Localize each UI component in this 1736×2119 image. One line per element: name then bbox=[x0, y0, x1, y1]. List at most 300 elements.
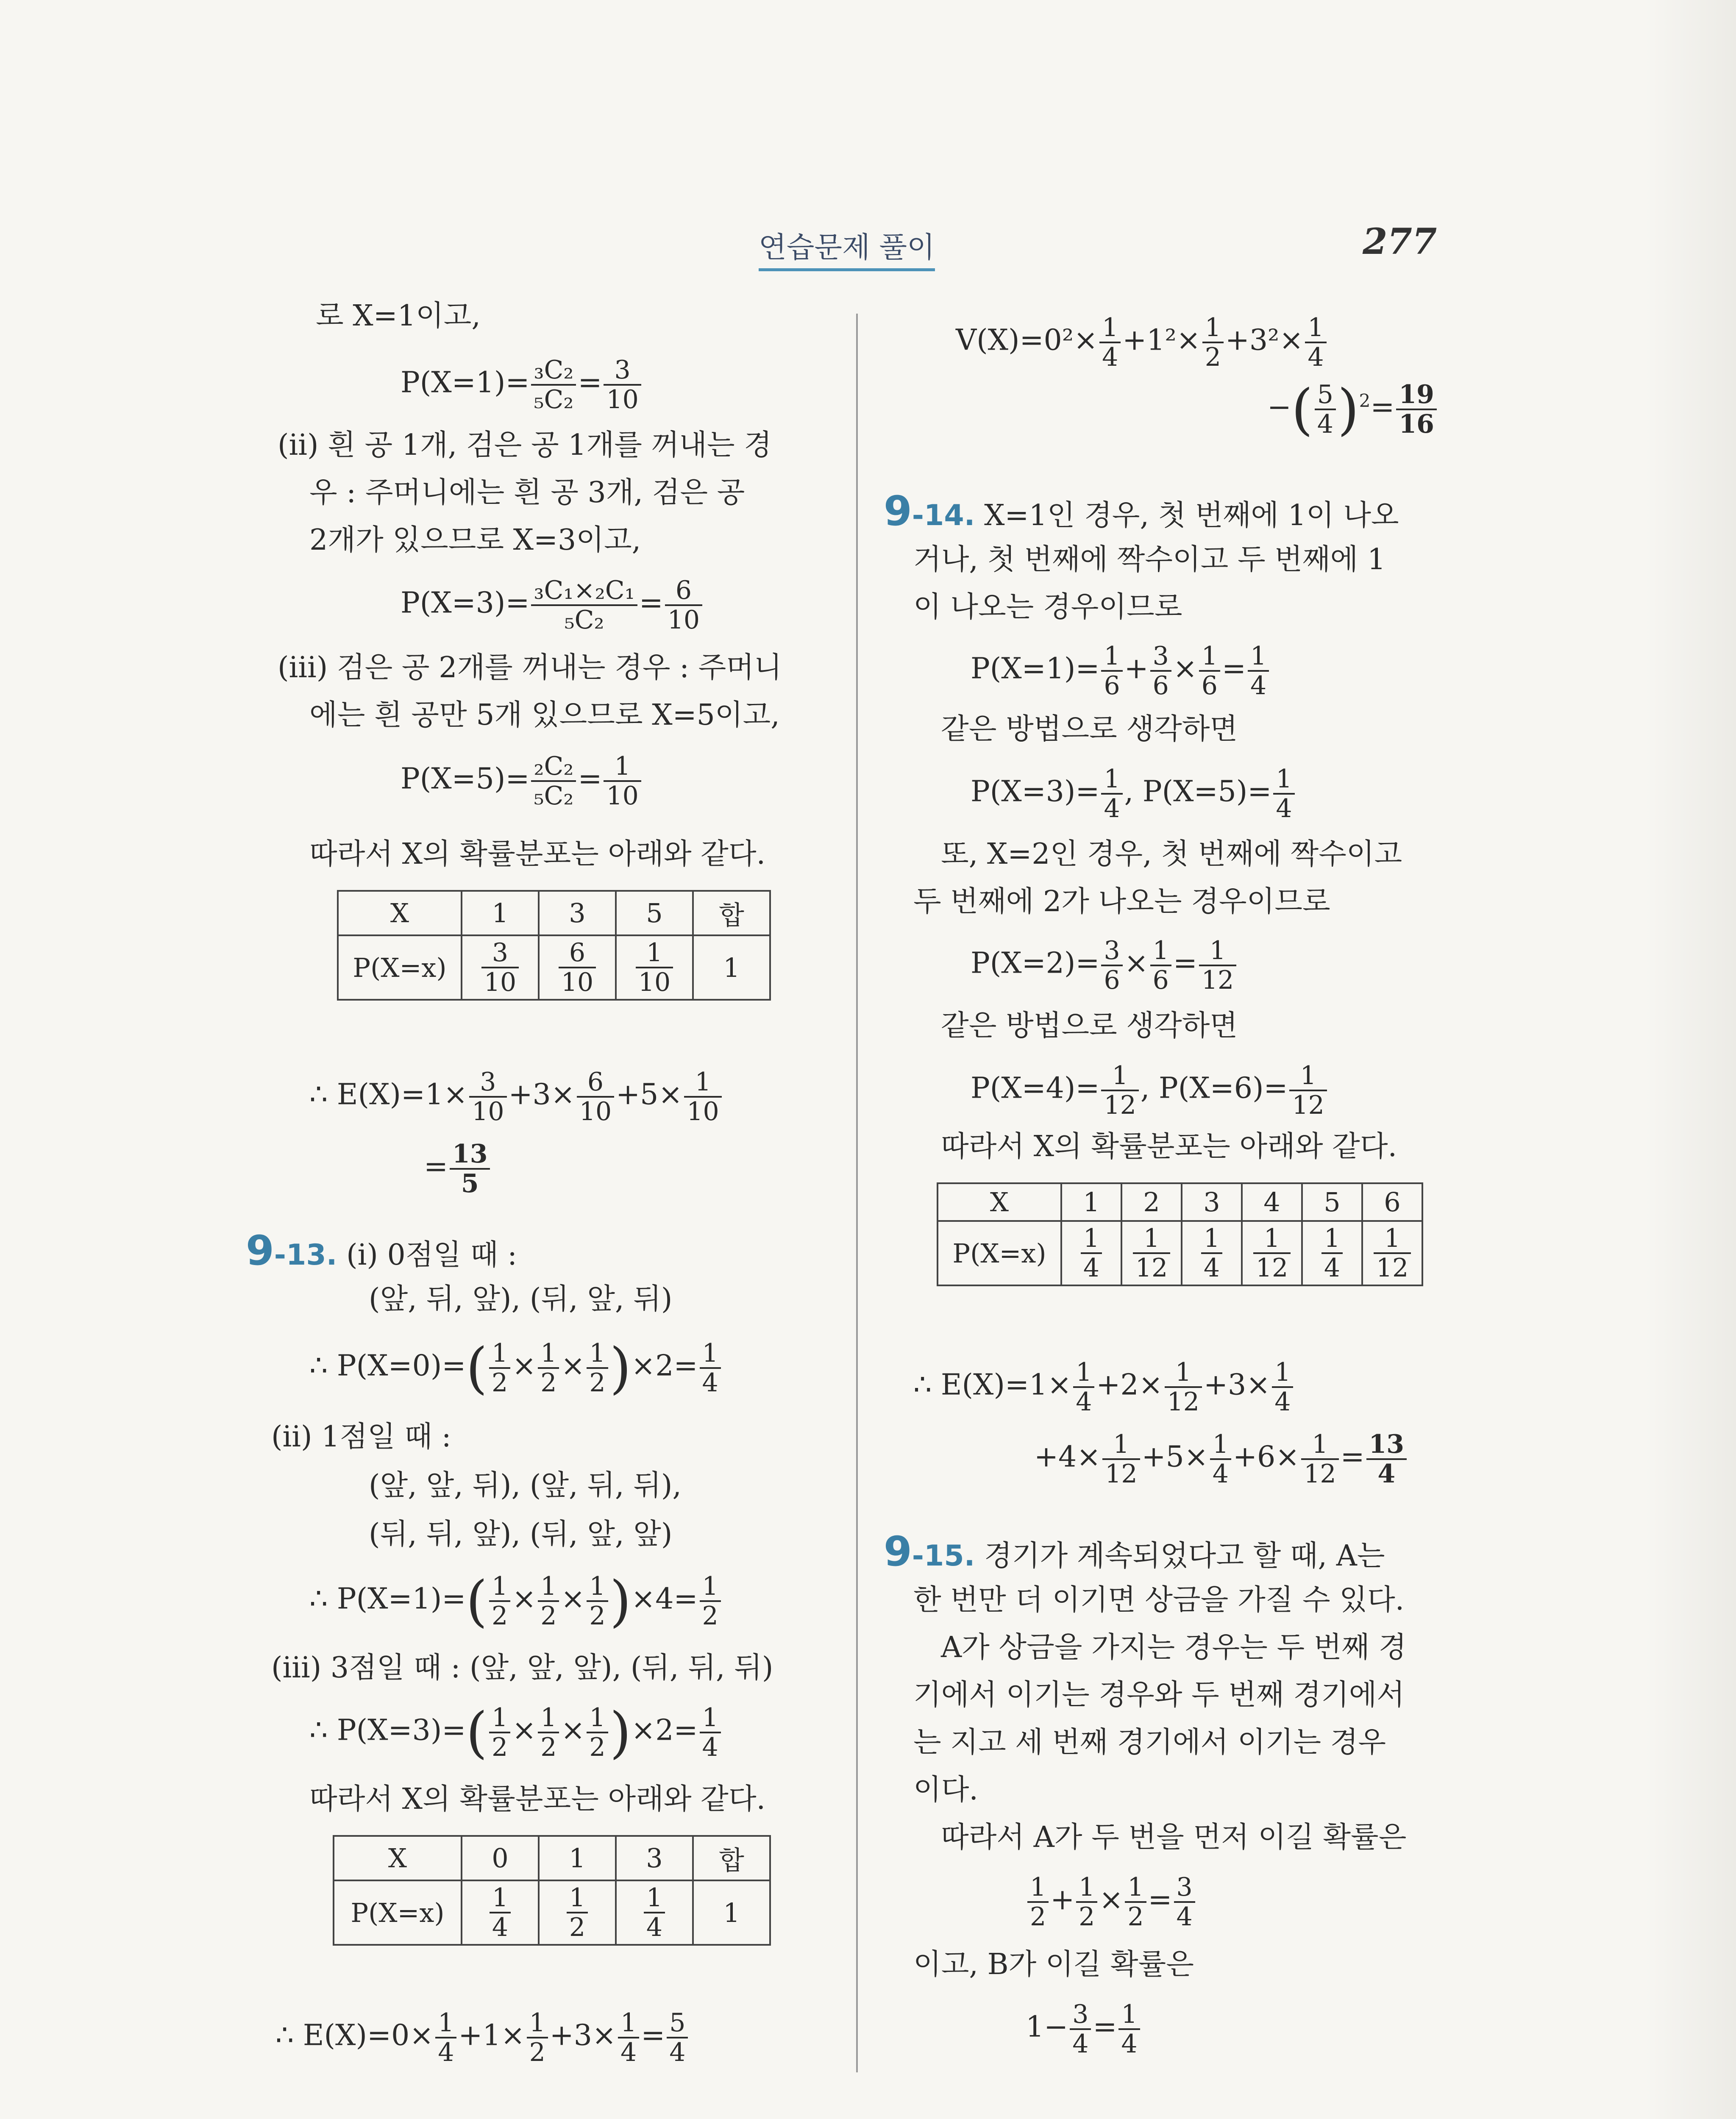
problem-number: -13. bbox=[274, 1238, 337, 1272]
table-cell: 4 bbox=[1242, 1183, 1302, 1221]
fraction bbox=[435, 2009, 456, 2066]
text-line: 거나, 첫 번째에 짝수이고 두 번째에 1 bbox=[913, 543, 1386, 576]
fraction bbox=[577, 1068, 614, 1126]
fraction bbox=[1253, 1224, 1291, 1282]
fraction bbox=[1101, 937, 1122, 994]
denominator: 10 bbox=[559, 967, 596, 996]
fraction bbox=[1321, 1224, 1343, 1282]
numerator: 1 bbox=[1076, 1357, 1092, 1387]
denominator: 12 bbox=[1374, 1252, 1411, 1282]
table-cell bbox=[462, 1880, 539, 1945]
denominator: 4 bbox=[1273, 793, 1294, 823]
table-cell: 1 bbox=[693, 935, 770, 1000]
numerator: 3 bbox=[1176, 1872, 1193, 1902]
numerator: 1 bbox=[1112, 1061, 1128, 1090]
formula-part: +4× bbox=[1034, 1440, 1101, 1474]
denominator: 10 bbox=[577, 1096, 614, 1126]
numerator: 13 bbox=[1369, 1429, 1405, 1459]
denominator: 4 bbox=[667, 2037, 688, 2066]
text-line: X=1인 경우, 첫 번째에 1이 나오 bbox=[984, 499, 1399, 532]
denominator: 4 bbox=[618, 2037, 639, 2066]
text-line: 로 X=1이고, bbox=[316, 299, 481, 333]
fraction bbox=[1289, 1062, 1327, 1119]
formula-part: , P(X=5)= bbox=[1124, 775, 1272, 809]
table-cell: 6 bbox=[1362, 1183, 1422, 1221]
times: × bbox=[561, 1349, 585, 1383]
fraction bbox=[1150, 937, 1171, 994]
formula-p15-b bbox=[1026, 2000, 1142, 2058]
table-cell bbox=[616, 935, 693, 1000]
formula-p14-x1 bbox=[971, 642, 1271, 700]
text-line: A가 상금을 가지는 경우는 두 번째 경 bbox=[941, 1631, 1407, 1664]
denominator: 4 bbox=[1073, 1386, 1094, 1416]
numerator: 1 bbox=[540, 1571, 557, 1601]
fraction bbox=[1027, 1873, 1049, 1931]
numerator: ₃C₁×₂C₁ bbox=[534, 576, 635, 605]
table-cell: 합 bbox=[693, 891, 770, 935]
denominator: 12 bbox=[1133, 1252, 1170, 1282]
denominator: 12 bbox=[1253, 1252, 1291, 1282]
formula-part: +3²× bbox=[1225, 323, 1304, 357]
denominator: 5 bbox=[450, 1168, 490, 1198]
denominator: ₅C₂ bbox=[531, 604, 637, 634]
formula-ex1-result bbox=[424, 1140, 492, 1198]
denominator: 6 bbox=[1101, 670, 1122, 700]
formula-part: − bbox=[1267, 390, 1291, 424]
numerator: 1 bbox=[702, 1338, 718, 1368]
formula-part: +5× bbox=[1141, 1440, 1208, 1474]
formula-p14-x2 bbox=[971, 937, 1238, 994]
formula-part: 1− bbox=[1026, 2010, 1068, 2044]
numerator: 1 bbox=[1079, 1872, 1095, 1902]
table-cell: 2 bbox=[1121, 1183, 1182, 1221]
denominator: 4 bbox=[1201, 1252, 1222, 1282]
table-cell bbox=[1121, 1221, 1182, 1285]
fraction bbox=[1201, 1224, 1222, 1282]
fraction bbox=[684, 1068, 721, 1126]
table-header-row bbox=[338, 891, 770, 935]
fraction bbox=[469, 1068, 506, 1126]
denominator: 2 bbox=[587, 1600, 608, 1630]
paren-close: ) bbox=[609, 1336, 632, 1400]
table-cell bbox=[1242, 1221, 1302, 1285]
times: × bbox=[1124, 946, 1149, 980]
table-cell: 3 bbox=[539, 891, 616, 935]
paren-open: ( bbox=[466, 1700, 488, 1765]
text-line: 기에서 이기는 경우와 두 번째 경기에서 bbox=[913, 1678, 1405, 1712]
numerator: 1 bbox=[1104, 641, 1120, 671]
text-line: (앞, 앞, 뒤), (앞, 뒤, 뒤), bbox=[369, 1469, 682, 1502]
numerator: 1 bbox=[620, 2008, 637, 2038]
fraction bbox=[700, 1339, 721, 1397]
table-cell bbox=[539, 935, 616, 1000]
problem-label bbox=[884, 487, 975, 535]
denominator: 4 bbox=[435, 2037, 456, 2066]
numerator: 1 bbox=[1308, 313, 1324, 342]
text-line: (ii) 흰 공 1개, 검은 공 1개를 꺼내는 경 bbox=[278, 428, 772, 462]
text-line: (i) 0점일 때 : bbox=[346, 1238, 517, 1272]
fraction bbox=[1366, 1430, 1407, 1488]
fraction bbox=[1125, 1873, 1146, 1931]
table-cell: 3 bbox=[616, 1836, 693, 1880]
fraction bbox=[1101, 765, 1122, 823]
denominator: 4 bbox=[700, 1367, 721, 1397]
table-cell: 1 bbox=[539, 1836, 616, 1880]
problem-9-13-header bbox=[246, 1227, 517, 1279]
plus: + bbox=[1124, 652, 1149, 686]
formula-part: P(X=4)= bbox=[971, 1071, 1100, 1105]
fraction bbox=[1248, 642, 1269, 700]
numerator: 1 bbox=[1312, 1429, 1328, 1459]
fraction bbox=[587, 1572, 608, 1630]
problem-number: -15. bbox=[912, 1539, 975, 1573]
formula-part: +5× bbox=[616, 1078, 683, 1112]
formula-ex3-cont bbox=[1034, 1430, 1408, 1488]
formula-part: P(X=2)= bbox=[971, 946, 1100, 980]
fraction bbox=[527, 2009, 548, 2066]
text-line: 이다. bbox=[913, 1773, 978, 1807]
text-line: (앞, 뒤, 앞), (뒤, 앞, 뒤) bbox=[369, 1282, 673, 1316]
fraction bbox=[490, 1884, 511, 1941]
denominator: 2 bbox=[1076, 1901, 1097, 1931]
fraction bbox=[489, 1704, 510, 1761]
numerator: 6 bbox=[587, 1067, 604, 1097]
numerator: 1 bbox=[1030, 1872, 1046, 1902]
denominator: 4 bbox=[1101, 793, 1122, 823]
page-edge-shadow bbox=[1645, 0, 1736, 2119]
denominator: ₅C₂ bbox=[531, 384, 576, 414]
fraction bbox=[1101, 642, 1122, 700]
times: × bbox=[1099, 1883, 1124, 1917]
text-line: 같은 방법으로 생각하면 bbox=[941, 1009, 1238, 1043]
plus: + bbox=[1050, 1883, 1075, 1917]
denominator: 4 bbox=[1366, 1458, 1407, 1488]
table-header-row bbox=[334, 1836, 770, 1880]
equals: = bbox=[1370, 390, 1395, 424]
formula-part: ∴ E(X)=1× bbox=[913, 1368, 1072, 1402]
formula-part: +1²× bbox=[1122, 323, 1201, 357]
fraction bbox=[604, 356, 641, 414]
denominator: 12 bbox=[1301, 1458, 1338, 1488]
table-cell: 1 bbox=[462, 891, 539, 935]
formula-part: +3× bbox=[508, 1078, 575, 1112]
text-line: (뒤, 뒤, 앞), (뒤, 앞, 앞) bbox=[369, 1518, 673, 1551]
numerator: 1 bbox=[492, 1338, 508, 1368]
formula-part: V(X)=0²× bbox=[956, 323, 1098, 357]
denominator: 4 bbox=[1248, 670, 1269, 700]
fraction bbox=[587, 1339, 608, 1397]
fraction bbox=[665, 576, 702, 634]
numerator: 1 bbox=[1201, 641, 1218, 671]
table-cell: X bbox=[938, 1183, 1061, 1221]
denominator: 12 bbox=[1289, 1090, 1327, 1119]
denominator: 4 bbox=[1315, 409, 1336, 438]
fraction bbox=[1199, 642, 1220, 700]
text-line: 또, X=2인 경우, 첫 번째에 짝수이고 bbox=[941, 837, 1402, 871]
numerator: 3 bbox=[1152, 641, 1169, 671]
numerator: 1 bbox=[492, 1883, 509, 1913]
formula-p14-x4-x6 bbox=[971, 1062, 1329, 1119]
denominator: 6 bbox=[1101, 965, 1122, 994]
formula-px5 bbox=[401, 752, 643, 810]
numerator: 3 bbox=[1072, 1999, 1089, 2029]
formula-part: P(X=3)= bbox=[971, 775, 1100, 809]
fraction bbox=[700, 1572, 721, 1630]
fraction bbox=[1272, 1358, 1293, 1416]
numerator: 1 bbox=[646, 1883, 663, 1913]
numerator: 1 bbox=[492, 1571, 508, 1601]
fraction bbox=[1305, 314, 1326, 371]
formula-px3 bbox=[401, 576, 704, 634]
text-line: 따라서 X의 확률분포는 아래와 같다. bbox=[309, 1783, 766, 1816]
times: × bbox=[1173, 652, 1197, 686]
denominator: 2 bbox=[489, 1732, 510, 1761]
formula-part: +3× bbox=[549, 2019, 617, 2052]
fraction bbox=[1118, 2000, 1140, 2058]
times: × bbox=[512, 1349, 537, 1383]
numerator: 1 bbox=[529, 2008, 545, 2038]
fraction bbox=[700, 1704, 721, 1761]
problem-number: -14. bbox=[912, 499, 975, 532]
numerator: 3 bbox=[1104, 936, 1120, 965]
numerator: 1 bbox=[1143, 1224, 1160, 1253]
formula-part: ×2= bbox=[631, 1713, 698, 1747]
formula-ex3 bbox=[913, 1358, 1295, 1416]
paren-open: ( bbox=[1291, 377, 1313, 442]
formula-part: +2× bbox=[1096, 1368, 1163, 1402]
numerator: 1 bbox=[1274, 1357, 1291, 1387]
formula-part: , P(X=6)= bbox=[1140, 1071, 1288, 1105]
fraction bbox=[1101, 1062, 1138, 1119]
table-cell: 1 bbox=[693, 1880, 770, 1945]
table-cell: P(X=x) bbox=[938, 1221, 1061, 1285]
fraction bbox=[531, 356, 576, 414]
problem-label bbox=[884, 1528, 975, 1575]
equals: = bbox=[424, 1150, 448, 1184]
problem-chapter: 9 bbox=[884, 1528, 912, 1575]
table-cell bbox=[616, 1880, 693, 1945]
denominator: 6 bbox=[1199, 670, 1220, 700]
paren-close: ) bbox=[1337, 377, 1359, 442]
formula-part: +3× bbox=[1203, 1368, 1271, 1402]
equals: = bbox=[1340, 1440, 1365, 1474]
numerator: 6 bbox=[569, 938, 586, 968]
numerator: 1 bbox=[569, 1883, 586, 1913]
denominator: 12 bbox=[1102, 1458, 1140, 1488]
numerator: 5 bbox=[1317, 380, 1333, 410]
times: × bbox=[512, 1713, 537, 1747]
table-cell: 3 bbox=[1182, 1183, 1242, 1221]
equals: = bbox=[578, 366, 602, 400]
fraction bbox=[559, 939, 596, 996]
times: × bbox=[561, 1582, 585, 1616]
denominator: 2 bbox=[587, 1732, 608, 1761]
fraction bbox=[1210, 1430, 1231, 1488]
text-line: 두 번째에 2가 나오는 경우이므로 bbox=[913, 885, 1330, 918]
text-line: 우 : 주머니에는 흰 공 3개, 검은 공 bbox=[309, 476, 745, 509]
fraction bbox=[1273, 765, 1294, 823]
formula-lhs: P(X=1)= bbox=[401, 366, 530, 400]
fraction bbox=[538, 1704, 559, 1761]
fraction bbox=[604, 752, 641, 810]
fraction bbox=[1165, 1358, 1202, 1416]
fraction bbox=[489, 1572, 510, 1630]
fraction bbox=[1076, 1873, 1097, 1931]
fraction bbox=[1374, 1224, 1411, 1282]
numerator: 1 bbox=[695, 1067, 711, 1097]
denominator: 10 bbox=[604, 384, 641, 414]
numerator: 1 bbox=[1384, 1224, 1401, 1253]
fraction bbox=[667, 2009, 688, 2066]
fraction bbox=[1081, 1224, 1102, 1282]
fraction bbox=[489, 1339, 510, 1397]
equals: = bbox=[578, 762, 602, 796]
text-line: 에는 흰 공만 5개 있으므로 X=5이고, bbox=[309, 698, 780, 732]
numerator: 1 bbox=[1250, 641, 1267, 671]
denominator: 4 bbox=[1070, 2028, 1091, 2058]
denominator: 12 bbox=[1165, 1386, 1202, 1416]
numerator: 1 bbox=[1104, 764, 1120, 794]
numerator: ₂C₂ bbox=[534, 751, 574, 781]
numerator: 1 bbox=[1324, 1224, 1341, 1253]
denominator: 2 bbox=[1125, 1901, 1146, 1931]
numerator: 1 bbox=[1263, 1224, 1280, 1253]
numerator: 1 bbox=[1175, 1357, 1191, 1387]
table-row bbox=[338, 935, 770, 1000]
formula-part: P(X=1)= bbox=[971, 652, 1100, 686]
numerator: 1 bbox=[1121, 1999, 1138, 2029]
denominator: 4 bbox=[490, 1912, 511, 1941]
formula-part: ×2= bbox=[631, 1349, 698, 1383]
formula-part: ×4= bbox=[631, 1582, 698, 1616]
denominator: 10 bbox=[684, 1096, 721, 1126]
equals: = bbox=[1148, 1883, 1172, 1917]
fraction bbox=[1396, 381, 1437, 438]
numerator: 1 bbox=[1102, 313, 1118, 342]
table-cell bbox=[1061, 1221, 1121, 1285]
text-line: (ii) 1점일 때 : bbox=[271, 1420, 451, 1454]
numerator: 1 bbox=[1113, 1429, 1130, 1459]
table-cell: X bbox=[338, 891, 462, 935]
formula-part: ∴ E(X)=1× bbox=[309, 1078, 468, 1112]
denominator: 10 bbox=[604, 780, 641, 810]
table-cell bbox=[1302, 1221, 1362, 1285]
exponent: 2 bbox=[1359, 390, 1371, 411]
formula-part: ∴ E(X)=0× bbox=[275, 2019, 434, 2052]
fraction bbox=[1301, 1430, 1338, 1488]
fraction bbox=[1315, 381, 1336, 438]
table-cell: 5 bbox=[1302, 1183, 1362, 1221]
numerator: 1 bbox=[589, 1571, 606, 1601]
numerator: 3 bbox=[614, 355, 631, 385]
text-line: 따라서 X의 확률분포는 아래와 같다. bbox=[941, 1130, 1397, 1163]
table-cell: 5 bbox=[616, 891, 693, 935]
denominator: 2 bbox=[538, 1732, 559, 1761]
denominator: 12 bbox=[1199, 965, 1236, 994]
numerator: ₃C₂ bbox=[534, 355, 574, 385]
formula-part: +6× bbox=[1232, 1440, 1300, 1474]
equals: = bbox=[639, 586, 663, 620]
numerator: 13 bbox=[452, 1139, 488, 1169]
denominator: 4 bbox=[1272, 1386, 1293, 1416]
text-line: 같은 방법으로 생각하면 bbox=[941, 712, 1238, 746]
denominator: ₅C₂ bbox=[531, 780, 576, 810]
numerator: 1 bbox=[1152, 936, 1169, 965]
problem-chapter: 9 bbox=[884, 487, 912, 535]
denominator: 4 bbox=[1321, 1252, 1343, 1282]
table-cell: P(X=x) bbox=[334, 1880, 462, 1945]
text-line: 이 나오는 경우이므로 bbox=[913, 590, 1182, 624]
fraction bbox=[567, 1884, 588, 1941]
denominator: 2 bbox=[587, 1367, 608, 1397]
denominator: 12 bbox=[1101, 1090, 1138, 1119]
equals: = bbox=[1221, 652, 1246, 686]
fraction bbox=[538, 1339, 559, 1397]
fraction bbox=[587, 1704, 608, 1761]
text-line: 한 번만 더 이기면 상금을 가질 수 있다. bbox=[913, 1583, 1405, 1617]
formula-variance bbox=[956, 314, 1328, 371]
formula-part: ∴ P(X=0)= bbox=[309, 1349, 466, 1383]
numerator: 5 bbox=[669, 2008, 686, 2038]
numerator: 1 bbox=[1300, 1061, 1316, 1090]
distribution-table-3 bbox=[937, 1182, 1423, 1286]
text-line: (iii) 검은 공 2개를 꺼내는 경우 : 주머니 bbox=[278, 651, 782, 684]
denominator: 4 bbox=[1099, 342, 1121, 371]
fraction bbox=[1099, 314, 1121, 371]
page-header bbox=[759, 225, 935, 271]
fraction bbox=[1073, 1358, 1094, 1416]
formula-p13-x0 bbox=[309, 1336, 723, 1400]
fraction bbox=[450, 1140, 490, 1198]
fraction bbox=[636, 939, 673, 996]
denominator: 10 bbox=[481, 967, 519, 996]
fraction bbox=[1102, 1430, 1140, 1488]
formula-p14-x3-x5 bbox=[971, 765, 1296, 823]
denominator: 4 bbox=[1210, 1458, 1231, 1488]
table-cell: 합 bbox=[693, 1836, 770, 1880]
numerator: 1 bbox=[702, 1703, 718, 1732]
numerator: 1 bbox=[646, 938, 663, 968]
numerator: 1 bbox=[1083, 1224, 1100, 1253]
table-cell: X bbox=[334, 1836, 462, 1880]
fraction bbox=[618, 2009, 639, 2066]
text-line: 는 지고 세 번째 경기에서 이기는 경우 bbox=[913, 1726, 1386, 1759]
table-cell: 1 bbox=[1061, 1183, 1121, 1221]
formula-px1 bbox=[401, 356, 643, 414]
numerator: 1 bbox=[589, 1338, 606, 1368]
formula-p13-x1 bbox=[309, 1569, 723, 1633]
table-header-row bbox=[938, 1183, 1422, 1221]
fraction bbox=[1150, 642, 1171, 700]
formula-part: ∴ P(X=1)= bbox=[309, 1582, 466, 1616]
numerator: 1 bbox=[1209, 936, 1226, 965]
numerator: 1 bbox=[438, 2008, 454, 2038]
fraction bbox=[531, 576, 637, 634]
equals: = bbox=[641, 2019, 665, 2052]
numerator: 19 bbox=[1399, 380, 1434, 410]
numerator: 1 bbox=[614, 751, 631, 781]
denominator: 2 bbox=[700, 1600, 721, 1630]
denominator: 6 bbox=[1150, 670, 1171, 700]
denominator: 2 bbox=[527, 2037, 548, 2066]
denominator: 2 bbox=[538, 1600, 559, 1630]
text-line: 따라서 A가 두 번을 먼저 이길 확률은 bbox=[941, 1821, 1407, 1854]
numerator: 1 bbox=[1276, 764, 1292, 794]
formula-p13-x3 bbox=[309, 1700, 723, 1765]
denominator: 2 bbox=[489, 1367, 510, 1397]
text-line: 경기가 계속되었다고 할 때, A는 bbox=[984, 1539, 1385, 1573]
numerator: 1 bbox=[702, 1571, 718, 1601]
